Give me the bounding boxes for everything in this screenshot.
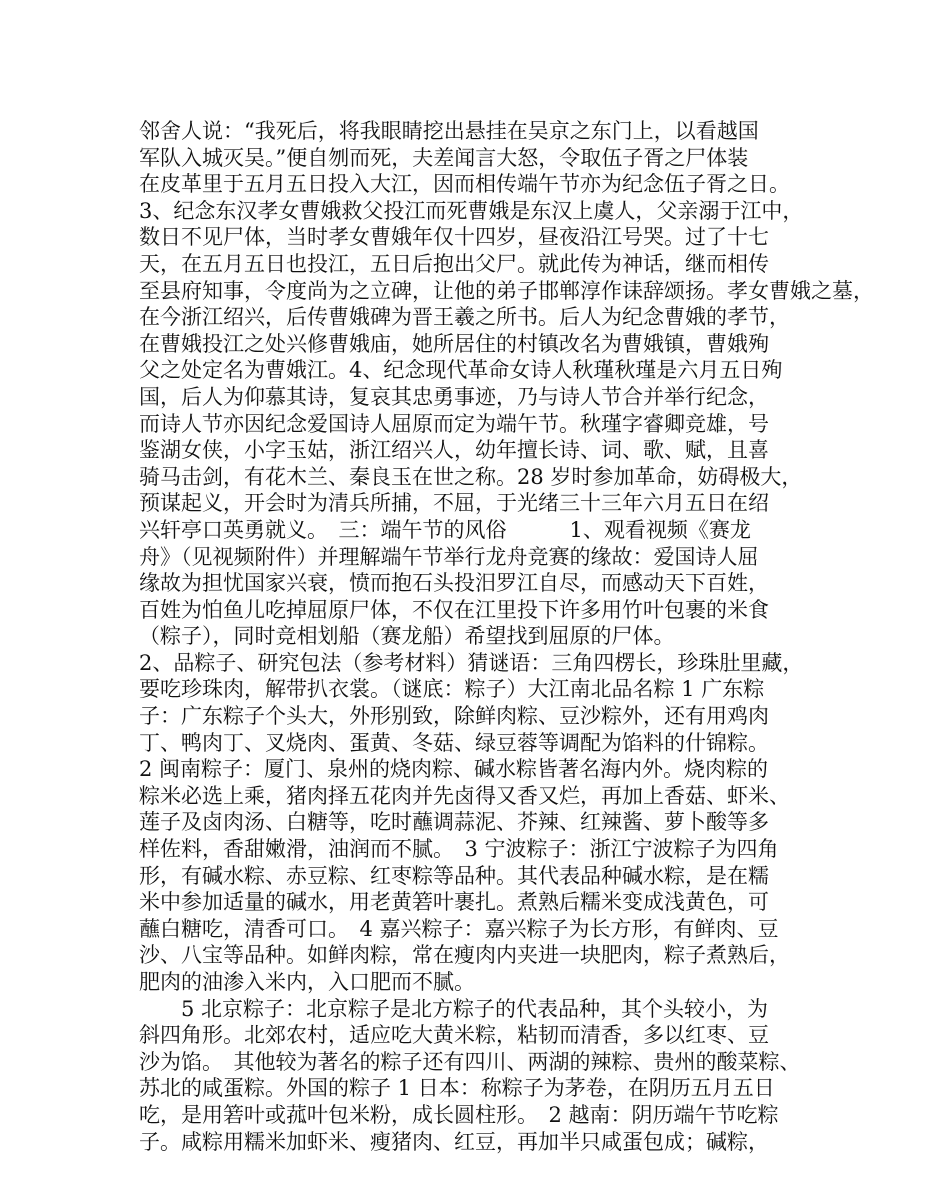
text-line: 数日不见尸体，当时孝女曹娥年仅十四岁，昼夜沿江号哭。过了十七 bbox=[139, 225, 769, 250]
text-line: 国，后人为仰慕其诗，复哀其忠勇事迹，乃与诗人节合并举行纪念， bbox=[139, 384, 769, 409]
text-line: 预谋起义，开会时为清兵所捕，不屈，于光绪三十三年六月五日在绍 bbox=[139, 491, 769, 516]
text-line: 米中参加适量的碱水，用老黄箬叶裹扎。煮熟后糯米变成浅黄色，可 bbox=[139, 890, 769, 915]
text-line: 2 闽南粽子：厦门、泉州的烧肉粽、碱水粽皆著名海内外。烧肉粽的 bbox=[139, 757, 769, 782]
text-line: 蘸白糖吃，清香可口。 4 嘉兴粽子：嘉兴粽子为长方形，有鲜肉、豆 bbox=[139, 916, 779, 941]
text-line: 缘故为担忧国家兴衰，愤而抱石头投汨罗江自尽，而感动天下百姓， bbox=[139, 571, 769, 596]
text-line: 邻舍人说：“我死后，将我眼睛挖出悬挂在吴京之东门上，以看越国 bbox=[139, 119, 759, 143]
text-line: （粽子），同时竞相划船（赛龙船）希望找到屈原的尸体。 bbox=[139, 624, 675, 649]
text-line: 军队入城灭吴。”便自刎而死，夫差闻言大怒，令取伍子胥之尸体装 bbox=[139, 145, 749, 170]
text-line: 天，在五月五日也投江，五日后抱出父尸。就此传为神话，继而相传 bbox=[139, 251, 769, 276]
text-line: 斜四角形。北郊农村，适应吃大黄米粽，粘韧而清香，多以红枣、豆 bbox=[139, 1023, 769, 1048]
text-line: 而诗人节亦因纪念爱国诗人屈原而定为端午节。秋瑾字睿卿竞雄，号 bbox=[139, 411, 769, 436]
body-text bbox=[139, 118, 874, 1155]
text-line: 2、品粽子、研究包法（参考材料）猜谜语：三角四楞长，珍珠肚里藏， bbox=[139, 650, 804, 675]
text-line: 肥肉的油渗入米内，入口肥而不腻。 bbox=[139, 970, 475, 994]
text-line: 苏北的咸蛋粽。外国的粽子 1 日本：称粽子为茅卷，在阴历五月五日 bbox=[139, 1076, 775, 1101]
text-line: 骑马击剑，有花木兰、秦良玉在世之称。28 岁时参加革命，妨碍极大， bbox=[139, 464, 803, 489]
text-line: 在今浙江绍兴，后传曹娥碑为晋王羲之所书。后人为纪念曹娥的孝节， bbox=[139, 305, 790, 330]
text-line: 兴轩亭口英勇就义。 三：端午节的风俗 1、观看视频《赛龙 bbox=[139, 517, 751, 542]
text-line: 样佐料，香甜嫩滑，油润而不腻。 3 宁波粽子：浙江宁波粽子为四角 bbox=[139, 837, 779, 862]
text-line: 至县府知事，令度尚为之立碑，让他的弟子邯郸淳作诔辞颂扬。孝女曹娥之墓， bbox=[139, 278, 874, 303]
text-line: 丁、鸭肉丁、叉烧肉、蛋黄、冬菇、绿豆蓉等调配为馅料的什锦粽。 bbox=[139, 730, 769, 755]
text-line: 沙为馅。 其他较为著名的粽子还有四川、两湖的辣粽、贵州的酸菜粽、 bbox=[139, 1049, 801, 1074]
text-line: 父之处定名为曹娥江。4、纪念现代革命女诗人秋瑾秋瑾是六月五日殉 bbox=[139, 358, 783, 383]
text-line: 子。咸粽用糯米加虾米、瘦猪肉、红豆，再加半只咸蛋包成；碱粽， bbox=[139, 1129, 769, 1154]
text-line: 在曹娥投江之处兴修曹娥庙，她所居住的村镇改名为曹娥镇，曹娥殉 bbox=[139, 331, 769, 356]
text-line: 百姓为怕鱼儿吃掉屈原尸体，不仅在江里投下许多用竹叶包裹的米食 bbox=[139, 597, 769, 622]
text-line: 粽米必选上乘，猪肉择五花肉并先卤得又香又烂，再加上香菇、虾米、 bbox=[139, 783, 790, 808]
text-line: 舟》（见视频附件）并理解端午节举行龙舟竞赛的缘故：爱国诗人屈 bbox=[139, 544, 759, 569]
text-line: 形，有碱水粽、赤豆粽、红枣粽等品种。其代表品种碱水粽，是在糯 bbox=[139, 863, 769, 888]
text-line: 莲子及卤肉汤、白糖等，吃时蘸调蒜泥、芥辣、红辣酱、萝卜酸等多 bbox=[139, 810, 769, 835]
text-line: 5 北京粽子：北京粽子是北方粽子的代表品种，其个头较小，为 bbox=[139, 996, 769, 1021]
text-line: 沙、八宝等品种。如鲜肉粽，常在瘦肉内夹进一块肥肉，粽子煮熟后， bbox=[139, 943, 790, 968]
text-line: 子：广东粽子个头大，外形别致，除鲜肉粽、豆沙粽外，还有用鸡肉 bbox=[139, 704, 769, 729]
text-line: 吃，是用箬叶或菰叶包米粉，成长圆柱形。 2 越南：阴历端午节吃粽 bbox=[139, 1102, 779, 1127]
text-line: 鉴湖女侠，小字玉姑，浙江绍兴人，幼年擅长诗、词、歌、赋，且喜 bbox=[139, 438, 769, 463]
text-line: 3、纪念东汉孝女曹娥救父投江而死曹娥是东汉上虞人，父亲溺于江中， bbox=[139, 198, 804, 223]
text-line: 在皮革里于五月五日投入大江，因而相传端午节亦为纪念伍子胥之日。 bbox=[139, 172, 790, 197]
text-line: 要吃珍珠肉，解带扒衣裳。（谜底：粽子）大江南北品名粽 1 广东粽 bbox=[139, 677, 765, 702]
